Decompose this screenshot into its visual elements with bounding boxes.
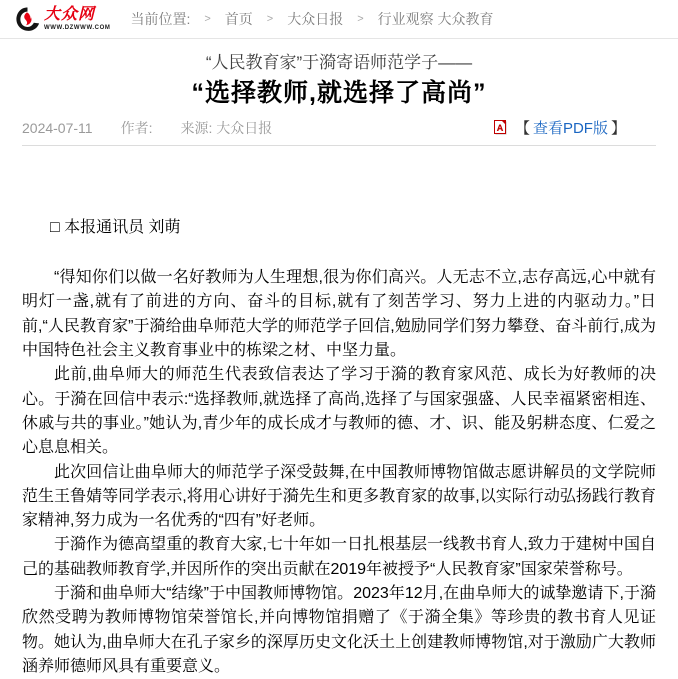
article-body [22, 266, 656, 679]
publish-date: 2024-07-11 [22, 119, 93, 136]
pdf-file-icon [494, 120, 509, 136]
article-meta-row [22, 117, 656, 138]
breadcrumb-item[interactable]: 大众日报 [287, 11, 344, 27]
breadcrumb-label: 当前位置: [130, 11, 191, 27]
breadcrumb-separator-icon: > [204, 13, 211, 25]
article-paragraph: 于漪和曲阜师大“结缘”于中国教师博物馆。2023年12月,在曲阜师大的诚挚邀请下,于漪欣然受聘为教师博物馆荣誉馆长,并向博物馆捐赠了《于漪全集》等珍贵的教书育人见证物。她认为,曲阜师大在孔子家乡的深厚历史文化沃土上创建教师博物馆,对于激励广大教师涵养师德师风具有重要意义。 [22, 585, 656, 675]
pdf-bracket-right: 】 [610, 120, 626, 138]
pdf-bracket-left: 【 [514, 120, 530, 138]
article-paragraph: 此前,曲阜师大的师范生代表致信表达了学习于漪的教育家风范、成长为好教师的决心。于漪在回信中表示:“选择教师,就选择了高尚,选择了与国家强盛、人民幸福紧密相连、休戚与共的事业。”她认为,青少年的成长成才与教师的德、才、识、能及躬耕态度、仁爱之心息息相关。 [22, 366, 656, 457]
site-header [0, 0, 678, 39]
view-pdf-link[interactable]: 查看PDF版 [532, 120, 608, 138]
logo-url-text: WWW.DZWWW.COM [44, 25, 111, 31]
dzwww-swirl-icon [14, 6, 41, 33]
article-paragraph: 此次回信让曲阜师大的师范学子深受鼓舞,在中国教师博物馆做志愿讲解员的文学院师范生王鲁婧等同学表示,将用心讲好于漪先生和更多教育家的故事,以实际行动弘扬践行教育家精神,努力成为一名优秀的“四有”好老师。 [22, 463, 656, 530]
breadcrumb-separator-icon: > [266, 13, 274, 25]
article-paragraph: “得知你们以做一名好教师为人生理想,很为你们高兴。人无志不立,志存高远,心中就有明灯一盏,就有了前进的方向、奋斗的目标,就有了刻苦学习、努力上进的内驱动力。”日前,“人民教育家”于漪给曲阜师范大学的师范学子回信,勉励同学们努力攀登、奋斗前行,成为中国特色社会主义教育事业中的栋梁之材、中坚力量。 [22, 269, 656, 360]
article-title: “选择教师,就选择了高尚” [191, 79, 487, 108]
site-logo[interactable] [14, 6, 110, 33]
breadcrumb-separator-icon: > [357, 13, 364, 25]
byline: □ 本报通讯员 刘萌 [50, 219, 181, 237]
source-wrap [180, 118, 272, 138]
source-value: 大众日报 [216, 119, 273, 136]
breadcrumb-item[interactable]: 行业观察 大众教育 [377, 11, 494, 27]
author-label: 作者: [120, 119, 153, 136]
article-subtitle: “人民教育家”于漪寄语师范学子—— [205, 53, 473, 72]
article-paragraph: 于漪作为德高望重的教育大家,七十年如一日扎根基层一线教书育人,致力于建树中国自己的基础教师教育学,并因所作的突出贡献在2019年被授予“人民教育家”国家荣誉称号。 [22, 536, 656, 578]
article-main [0, 53, 678, 679]
source-label: 来源: [180, 119, 213, 136]
logo-brand-text: 大众网 [44, 6, 96, 23]
article-meta-left [22, 118, 272, 138]
view-pdf-group [494, 117, 626, 138]
breadcrumb-list [204, 9, 493, 29]
breadcrumb-item[interactable]: 首页 [224, 11, 253, 27]
breadcrumb [130, 9, 493, 29]
meta-divider [22, 145, 656, 146]
